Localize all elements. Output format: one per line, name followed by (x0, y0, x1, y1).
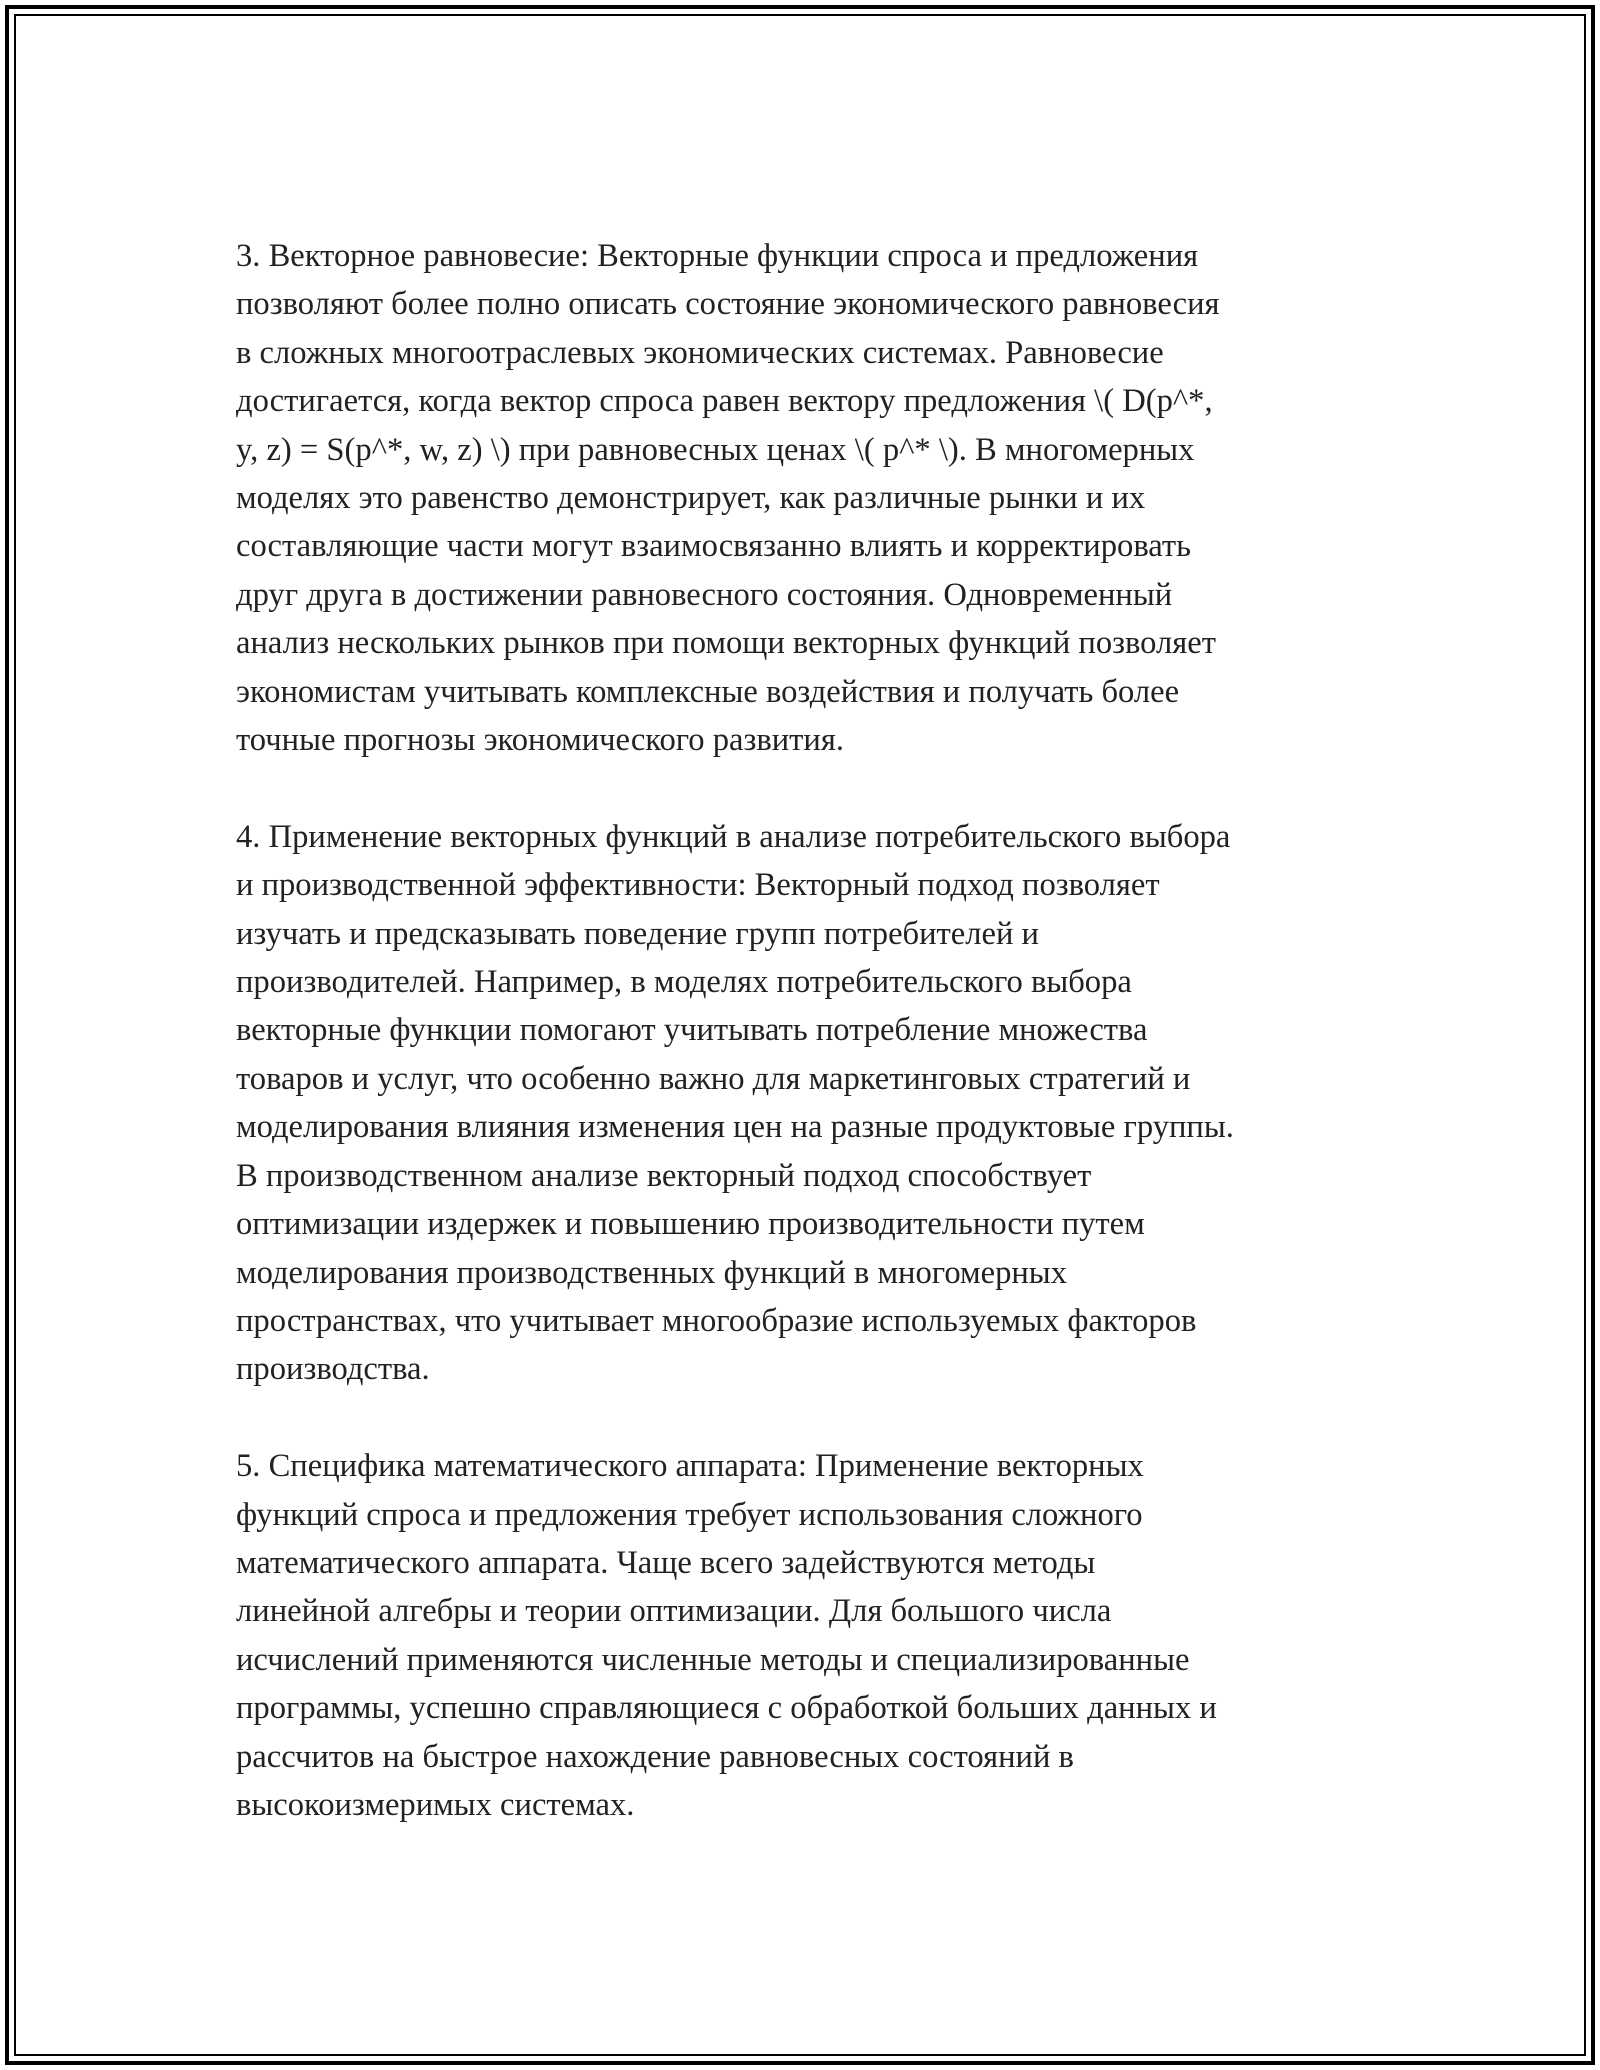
text-line: экономистам учитывать комплексные воздействия и получать более (236, 673, 1180, 710)
text-line: y, z) = S(p^*, w, z) \) при равновесных ценах \( p^* \). В многомерных (236, 431, 1195, 468)
text-line: 5. Специфика математического аппарата: Применение векторных (236, 1448, 1144, 1485)
text-line: функций спроса и предложения требует использования сложного (236, 1496, 1143, 1533)
paragraph-spacer (236, 1394, 1386, 1442)
text-line: пространствах, что учитывает многообразие используемых факторов (236, 1302, 1197, 1339)
text-line: моделирования влияния изменения цен на разные продуктовые группы. (236, 1109, 1234, 1146)
text-line: математического аппарата. Чаще всего задействуются методы (236, 1544, 1096, 1581)
text-line: высокоизмеримых системах. (236, 1786, 635, 1823)
text-line: моделях это равенство демонстрирует, как различные рынки и их (236, 480, 1146, 517)
text-line: программы, успешно справляющиеся с обработкой больших данных и (236, 1690, 1217, 1727)
text-line: линейной алгебры и теории оптимизации. Для большого числа (236, 1593, 1112, 1630)
text-line: оптимизации издержек и повышению производительности путем (236, 1206, 1145, 1243)
text-line: составляющие части могут взаимосвязанно влиять и корректировать (236, 528, 1191, 565)
text-line: точные прогнозы экономического развития. (236, 722, 844, 759)
paragraph-spacer (236, 764, 1386, 812)
paragraph-vector-equilibrium (236, 232, 1386, 764)
text-line: векторные функции помогают учитывать потребление множества (236, 1012, 1148, 1049)
text-line: товаров и услуг, что особенно важно для маркетинговых стратегий и (236, 1060, 1191, 1097)
paragraph-consumer-choice (236, 813, 1386, 1394)
text-line: друг друга в достижении равновесного состояния. Одновременный (236, 576, 1173, 613)
text-line: 4. Применение векторных функций в анализе потребительского выбора (236, 818, 1231, 855)
text-line: производителей. Например, в моделях потребительского выбора (236, 964, 1132, 1001)
text-line: 3. Векторное равновесие: Векторные функции спроса и предложения (236, 238, 1199, 274)
text-line: достигается, когда вектор спроса равен вектору предложения \( D(p^*, (236, 383, 1213, 420)
text-line: производства. (236, 1351, 430, 1388)
text-line: и производственной эффективности: Векторный подход позволяет (236, 867, 1160, 904)
text-line: рассчитов на быстрое нахождение равновесных состояний в (236, 1738, 1074, 1775)
text-line: в сложных многоотраслевых экономических системах. Равновесие (236, 334, 1164, 371)
text-line: моделирования производственных функций в многомерных (236, 1254, 1067, 1291)
paragraph-math-apparatus (236, 1442, 1386, 1829)
text-line: изучать и предсказывать поведение групп потребителей и (236, 915, 1039, 952)
text-line: анализ нескольких рынков при помощи векторных функций позволяет (236, 625, 1216, 662)
text-line: позволяют более полно описать состояние экономического равновесия (236, 286, 1220, 323)
text-line: исчислений применяются численные методы и специализированные (236, 1641, 1190, 1678)
text-line: В производственном анализе векторный подход способствует (236, 1157, 1092, 1194)
document-body (236, 232, 1386, 1829)
